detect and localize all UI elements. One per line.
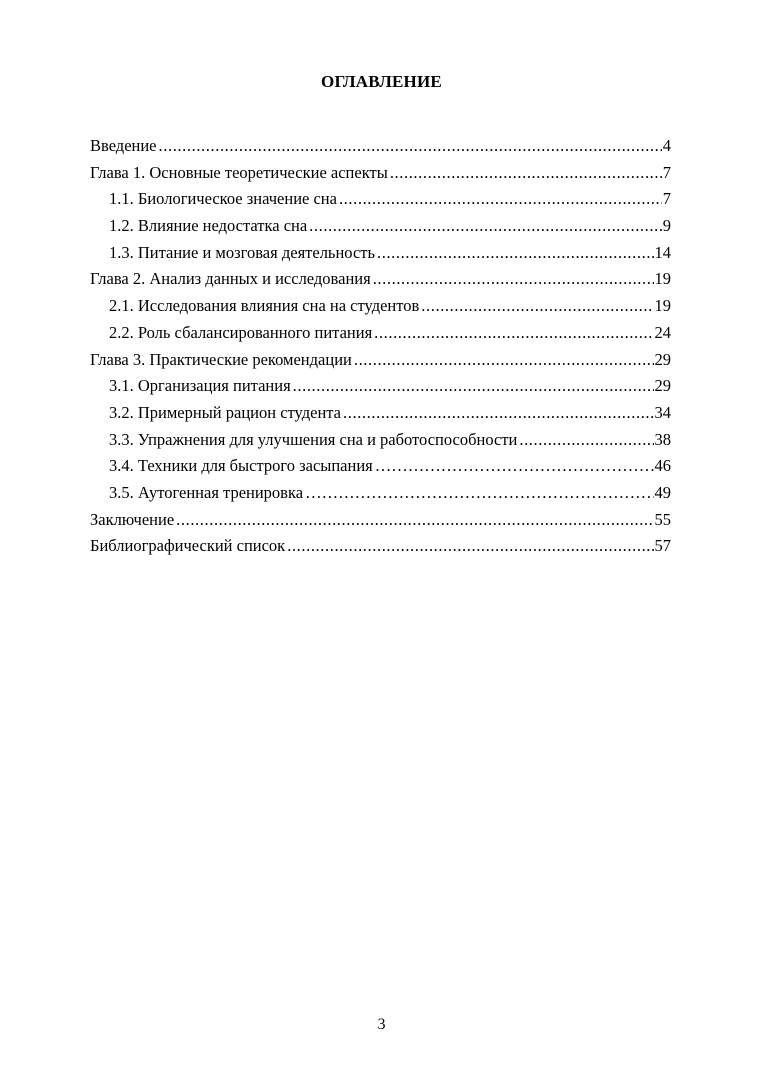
toc-entry-section-1-1[interactable] (90, 186, 671, 213)
toc-entry-section-1-3[interactable] (90, 240, 671, 267)
toc-entry-page: 49 (654, 482, 671, 502)
toc-entry-section-3-5[interactable] (90, 480, 671, 507)
toc-entry-introduction[interactable] (90, 133, 671, 160)
toc-entry-label: Глава 1. Основные теоретические аспекты (90, 162, 388, 182)
toc-entry-label: 3.3. Упражнения для улучшения сна и работоспособности (109, 429, 518, 449)
toc-entry-conclusion[interactable] (90, 507, 671, 534)
dot-leader (343, 400, 653, 427)
toc-entry-label: Заключение (90, 509, 175, 529)
page-number: 3 (377, 1016, 386, 1033)
dot-leader (176, 507, 653, 534)
dot-leader (375, 453, 654, 480)
page-title: ОГЛАВЛЕНИЕ (321, 72, 442, 91)
toc-entry-label: Глава 2. Анализ данных и исследования (90, 269, 371, 289)
toc-entry-bibliography[interactable] (90, 533, 671, 560)
toc-entry-section-1-2[interactable] (90, 213, 671, 240)
toc-entry-label: 1.3. Питание и мозговая деятельность (109, 242, 375, 262)
toc-entry-chapter-2[interactable] (90, 266, 671, 293)
dot-leader (519, 427, 653, 454)
toc-entry-section-3-4[interactable] (90, 453, 671, 480)
toc-entry-section-3-3[interactable] (90, 427, 671, 454)
dot-leader (373, 266, 654, 293)
toc-entry-page: 46 (654, 456, 671, 476)
toc-entry-page: 34 (654, 402, 671, 422)
dot-leader (309, 213, 662, 240)
toc-entry-label: Глава 3. Практические рекомендации (90, 349, 352, 369)
toc-entry-page: 4 (662, 136, 671, 155)
toc-entry-label: 3.2. Примерный рацион студента (109, 402, 342, 422)
toc-entry-label: 3.1. Организация питания (109, 376, 291, 396)
toc-entry-label: 2.2. Роль сбалансированного питания (109, 322, 373, 342)
toc-entry-label: 1.1. Биологическое значение сна (109, 189, 337, 209)
toc-entry-page: 7 (662, 189, 671, 209)
toc-entry-section-3-2[interactable] (90, 400, 671, 427)
toc-entry-chapter-1[interactable] (90, 160, 671, 187)
table-of-contents (90, 133, 671, 560)
toc-entry-page: 9 (662, 216, 671, 236)
dot-leader (377, 240, 654, 267)
dot-leader (390, 160, 662, 187)
toc-entry-section-2-2[interactable] (90, 320, 671, 347)
toc-entry-chapter-3[interactable] (90, 347, 671, 374)
dot-leader (354, 347, 654, 374)
toc-entry-label: 2.1. Исследования влияния сна на студентов (109, 296, 420, 316)
toc-entry-page: 19 (654, 269, 671, 289)
toc-entry-page: 14 (654, 242, 671, 262)
dot-leader (159, 133, 662, 160)
toc-entry-page: 29 (654, 376, 671, 396)
dot-leader (305, 480, 653, 507)
toc-entry-section-2-1[interactable] (90, 293, 671, 320)
toc-entry-page: 55 (654, 509, 671, 529)
toc-entry-page: 29 (654, 349, 671, 369)
toc-entry-label: 3.5. Аутогенная тренировка (109, 482, 304, 502)
dot-leader (293, 373, 654, 400)
toc-entry-label: Введение (90, 136, 157, 155)
toc-entry-page: 7 (662, 162, 671, 182)
toc-entry-label: 1.2. Влияние недостатка сна (109, 216, 308, 236)
toc-entry-page: 38 (654, 429, 671, 449)
toc-entry-page: 57 (654, 536, 671, 556)
dot-leader (374, 320, 653, 347)
dot-leader (339, 186, 662, 213)
toc-entry-label: Библиографический список (90, 536, 286, 556)
toc-entry-page: 19 (654, 296, 671, 316)
dot-leader (287, 533, 653, 560)
dot-leader (421, 293, 653, 320)
toc-entry-label: 3.4. Техники для быстрого засыпания (109, 456, 373, 476)
toc-entry-section-3-1[interactable] (90, 373, 671, 400)
toc-entry-page: 24 (654, 322, 671, 342)
